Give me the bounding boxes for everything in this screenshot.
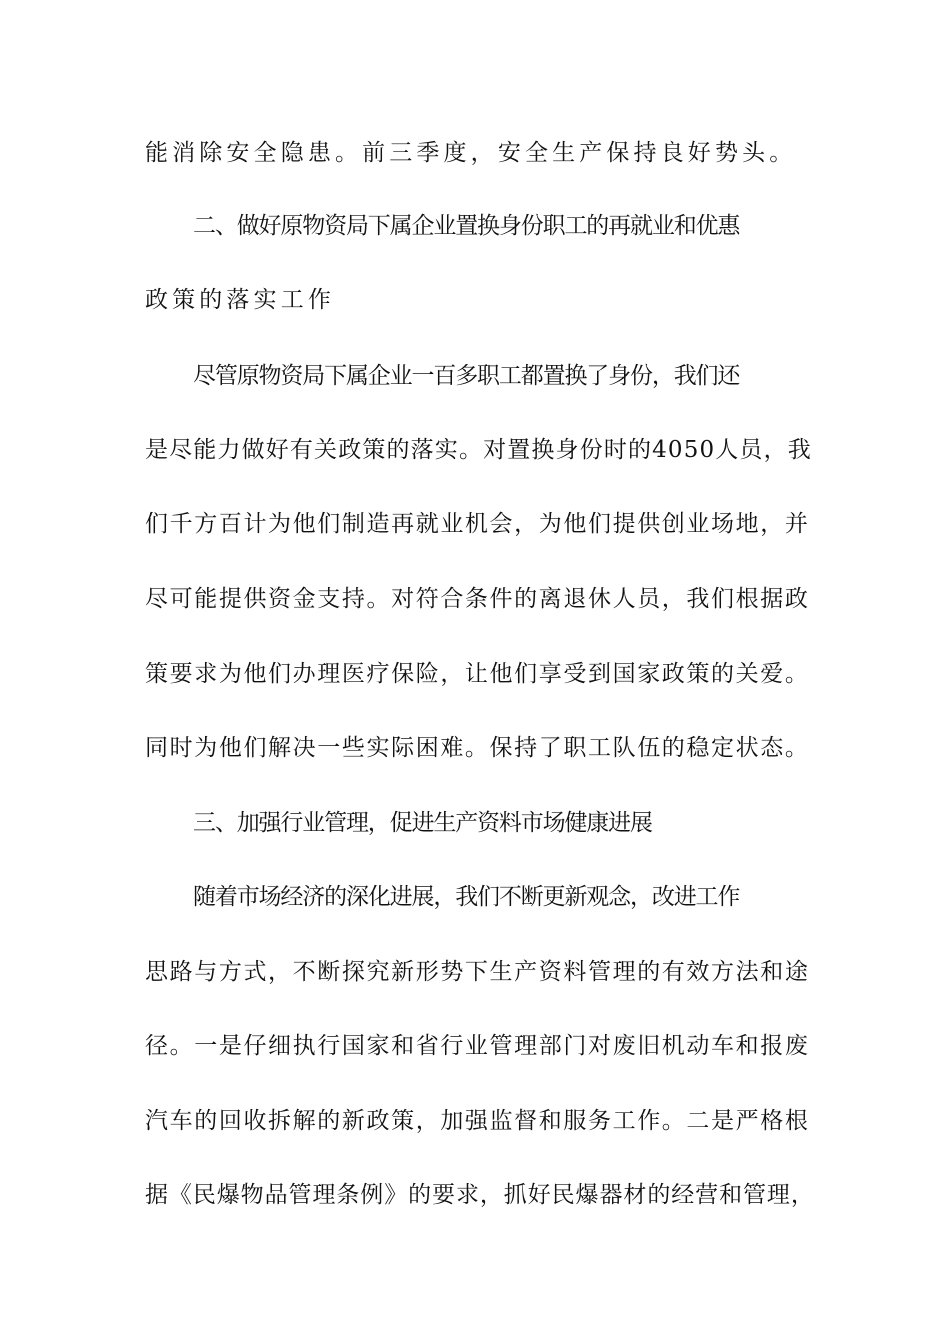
text-line: 汽车的回收拆解的新政策，加强监督和服务工作。二是严格根 <box>145 1108 810 1134</box>
text-line: 能消除安全隐患。前三季度，安全生产保持良好势头。 <box>145 140 797 166</box>
paragraph-first-line: 尽管原物资局下属企业一百多职工都置换了身份，我们还 <box>193 363 740 389</box>
text-line: 据《民爆物品管理条例》的要求，抓好民爆器材的经营和管理， <box>145 1182 815 1208</box>
text-line: 是尽能力做好有关政策的落实。对置换身份时的4050人员，我 <box>145 437 812 463</box>
text-line: 同时为他们解决一些实际困难。保持了职工队伍的稳定状态。 <box>145 735 810 761</box>
paragraph-first-line: 随着市场经济的深化进展，我们不断更新观念，改进工作 <box>193 884 740 910</box>
text-line: 策要求为他们办理医疗保险，让他们享受到国家政策的关爱。 <box>145 661 810 687</box>
text-line: 思路与方式，不断探究新形势下生产资料管理的有效方法和途 <box>145 959 810 985</box>
text-line: 们千方百计为他们制造再就业机会，为他们提供创业场地，并 <box>145 511 810 537</box>
text-line: 尽可能提供资金支持。对符合条件的离退休人员，我们根据政 <box>145 586 810 612</box>
text-line: 径。一是仔细执行国家和省行业管理部门对废旧机动车和报废 <box>145 1033 810 1059</box>
section-heading: 二、做好原物资局下属企业置换身份职工的再就业和优惠 <box>193 213 740 239</box>
section-heading: 三、加强行业管理，促进生产资料市场健康进展 <box>193 810 652 836</box>
section-heading-continued: 政策的落实工作 <box>145 287 335 313</box>
